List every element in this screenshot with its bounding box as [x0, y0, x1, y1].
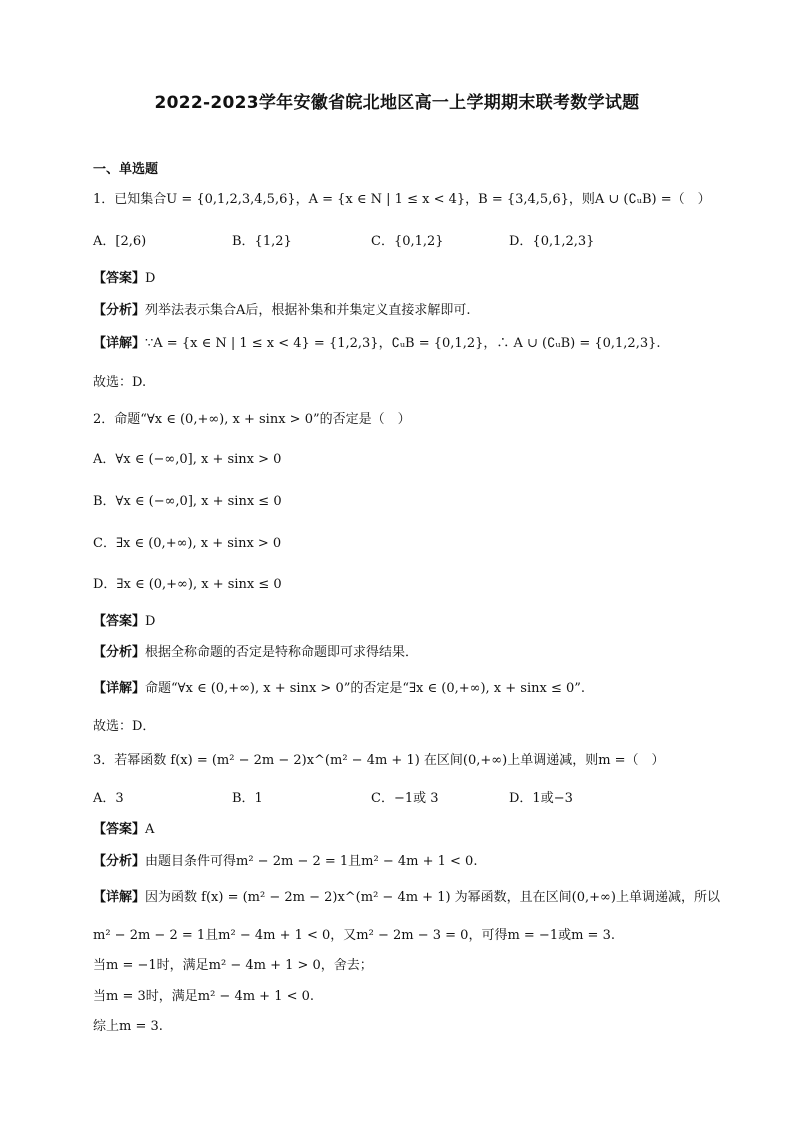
analysis-tag: 【分析】: [93, 854, 146, 869]
q2-analysis-text: 根据全称命题的否定是特称命题即可求得结果．: [145, 645, 419, 660]
q2-stem: 2．命题“∀x ∈ (0,+∞), x + sinx > 0”的否定是（ ）: [93, 412, 411, 427]
q1-answer-value: D: [145, 271, 156, 286]
q2-answer: [93, 613, 704, 631]
section-heading: 一、单选题: [93, 162, 159, 177]
q1-options: [93, 233, 704, 251]
q3-analysis-text: 由题目条件可得m² − 2m − 2 = 1且m² − 4m + 1 < 0.: [145, 854, 478, 869]
answer-tag: 【答案】: [93, 271, 146, 286]
q3-case1: 当m = −1时，满足m² − 4m + 1 > 0，舍去；: [93, 958, 373, 973]
q1-answer: [93, 270, 704, 288]
q1-stem: 1．已知集合U = {0,1,2,3,4,5,6}，A = {x ∈ N | 1 ≤ x < 4}，B = {3,4,5,6}，则A ∪ (∁ᵤB) =（ ）: [93, 192, 711, 207]
document-title: 2022-2023学年安徽省皖北地区高一上学期期末联考数学试题: [154, 93, 640, 113]
q3-case2: 当m = 3时，满足m² − 4m + 1 < 0.: [93, 989, 315, 1004]
detail-tag: 【详解】: [93, 890, 146, 905]
q2-answer-value: D: [145, 614, 156, 629]
detail-tag: 【详解】: [93, 681, 146, 696]
analysis-tag: 【分析】: [93, 303, 146, 318]
answer-tag: 【答案】: [93, 822, 146, 837]
q2-detail-text: 命题“∀x ∈ (0,+∞), x + sinx > 0”的否定是“∃x ∈ (0,+∞), x + sinx ≤ 0”.: [145, 681, 586, 696]
q2-analysis: [93, 644, 704, 662]
q1-detail-text: ∵A = {x ∈ N | 1 ≤ x < 4} = {1,2,3}，∁ᵤB = {0,1,2}，∴ A ∪ (∁ᵤB) = {0,1,2,3}.: [145, 336, 661, 351]
q1-option-b: B．{1,2}: [232, 234, 292, 249]
q2-conclusion: 故选：D．: [93, 719, 156, 734]
analysis-tag: 【分析】: [93, 645, 146, 660]
q3-options: [93, 790, 704, 808]
q3-option-a: A．3: [93, 791, 124, 806]
q3-detail: [93, 889, 720, 907]
q1-conclusion: 故选：D.: [93, 375, 147, 390]
q3-analysis: [93, 853, 704, 871]
q3-option-c: C．−1或 3: [371, 791, 439, 806]
q3-answer: [93, 821, 704, 839]
q2-detail: [93, 680, 704, 698]
q3-conclusion: 综上m = 3.: [93, 1019, 163, 1034]
q3-detail-line2: m² − 2m − 2 = 1且m² − 4m + 1 < 0，又m² − 2m − 3 = 0，可得m = −1或m = 3.: [93, 928, 615, 943]
answer-tag: 【答案】: [93, 614, 146, 629]
q1-option-d: D．{0,1,2,3}: [509, 234, 595, 249]
q3-stem: 3．若幂函数 f(x) = (m² − 2m − 2)x^(m² − 4m + 1) 在区间(0,+∞)上单调递减，则m =（ ）: [93, 753, 665, 768]
q1-analysis: [93, 302, 704, 320]
q2-option-a: A．∀x ∈ (−∞,0], x + sinx > 0: [93, 452, 282, 467]
q1-option-a: A．[2,6): [93, 234, 147, 249]
q3-option-b: B．1: [232, 791, 263, 806]
q3-answer-value: A: [145, 822, 155, 837]
detail-tag: 【详解】: [93, 336, 146, 351]
q3-detail-text: 因为函数 f(x) = (m² − 2m − 2)x^(m² − 4m + 1) 为幂函数，且在区间(0,+∞)上单调递减，所以: [145, 890, 720, 905]
q1-option-c: C．{0,1,2}: [371, 234, 444, 249]
q1-detail: [93, 335, 704, 353]
q1-analysis-text: 列举法表示集合A后，根据补集和并集定义直接求解即可.: [145, 303, 471, 318]
q2-option-c: C．∃x ∈ (0,+∞), x + sinx > 0: [93, 536, 282, 551]
q2-option-b: B．∀x ∈ (−∞,0], x + sinx ≤ 0: [93, 494, 282, 509]
q2-option-d: D．∃x ∈ (0,+∞), x + sinx ≤ 0: [93, 577, 282, 592]
q3-option-d: D．1或−3: [509, 791, 573, 806]
